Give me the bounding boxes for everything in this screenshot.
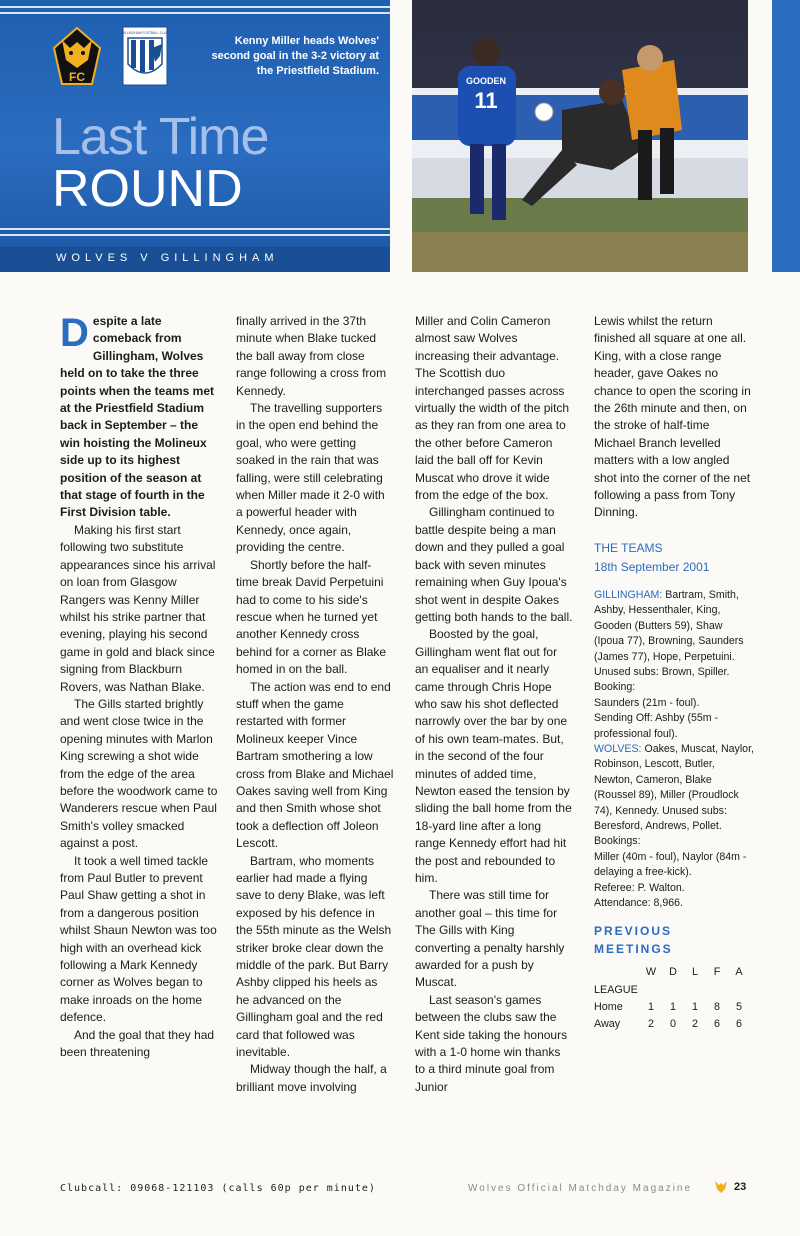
booking-label: Booking: <box>594 681 636 694</box>
divider <box>0 234 390 236</box>
gillingham-label: GILLINGHAM: <box>594 588 663 601</box>
article-paragraph: The Gills started brightly and went close twice in the opening minutes with Marlon King screwing a shot wide from the edge of the area before the woodwork came to Wanderers rescue when Paul Smith's volley smacked against a post. <box>60 696 218 851</box>
gillingham-players: Bartram, Smith, Ashby, Hessenthaler, King, Gooden (Butters 59), Shaw (Ipoua 77), Browning, Saunders (James 77), Hope, Perpetuini. Unused subs: Brown, Spiller. <box>594 588 744 678</box>
header-panel <box>0 0 390 272</box>
gillingham-lineup <box>594 588 754 680</box>
column-header: W <box>645 966 657 979</box>
page-edge <box>772 0 800 272</box>
match-date: 18th September 2001 <box>594 559 710 574</box>
article-paragraph: Miller and Colin Cameron almost saw Wolves increasing their advantage. The Scottish duo interchanged passes across virtually the width of the pitch as they ran from one area to the other before Cameron laid the ball off for Kevin Muscat who drove it wide from the edge of the box. <box>415 314 570 503</box>
wolves-label: WOLVES: <box>594 742 642 755</box>
ball <box>535 103 553 121</box>
article-paragraph: Gillingham continued to battle despite being a man down and they pulled a goal back with seven minutes remaining when Guy Ipoua's shot went in despite Oakes getting both hands to the ball. <box>415 505 573 624</box>
article-column-1 <box>60 313 218 1061</box>
wolf-head-icon <box>714 1180 728 1199</box>
column-header: A <box>735 966 743 979</box>
divider <box>0 12 390 14</box>
table-row <box>594 999 750 1016</box>
article-paragraph: The action was end to end stuff when the game restarted with former Molineux keeper Vince Bartram smothering a low cross from Blake and Michael Oakes saving well from King and then Smith whose shot took a deflection off Joleon Lescott. <box>236 679 394 851</box>
photo-caption: Kenny Miller heads Wolves' second goal in the 3-2 victory at the Priestfield Stadium. <box>211 35 379 77</box>
cell: 1 <box>669 1001 676 1014</box>
article-column-2 <box>236 313 394 1096</box>
article-column-4 <box>594 313 754 1034</box>
referee: Referee: P. Walton. <box>594 881 685 894</box>
cell: 8 <box>713 1001 720 1014</box>
article-paragraph: It took a well timed tackle from Paul Butler to prevent Paul Shaw getting a shot in from a dangerous position whilst Shaun Newton was too high with an overhead kick following a Mark Kennedy corner as Wolves began to make inroads on the home defence. <box>60 853 217 1025</box>
divider <box>0 6 390 8</box>
sendoff-text: Ashby (55m - professional foul). <box>594 712 719 740</box>
gillingham-logo <box>122 26 172 86</box>
wolves-players: Oakes, Muscat, Naylor, Robinson, Lescott, Butler, Newton, Cameron, Blake (Roussel 89), Miller (Proudlock 74), Kennedy. Unused subs: Beresford, Andrews, Pollet. <box>594 742 754 832</box>
dropcap: D <box>60 311 89 355</box>
wolves-logo <box>52 26 102 86</box>
photo-shirt-number: 11 <box>474 88 498 113</box>
previous-meetings-heading: PREVIOUS MEETINGS <box>594 924 673 956</box>
teams-heading: THE TEAMS <box>594 540 663 555</box>
article-column-3 <box>415 313 573 1096</box>
cell: 5 <box>735 1001 742 1014</box>
booking-block <box>594 680 754 711</box>
sending-off-block <box>594 711 754 742</box>
bookings-label: Bookings: <box>594 835 641 848</box>
column-header: F <box>713 966 721 979</box>
booking-text: Saunders (21m - foul). <box>594 696 700 709</box>
cell: 0 <box>669 1018 676 1031</box>
magazine-footer: Wolves Official Matchday Magazine <box>468 1183 693 1194</box>
column-header: L <box>691 966 698 979</box>
cell: 6 <box>713 1018 720 1031</box>
article-intro <box>60 313 218 522</box>
article-paragraph: Last season's games between the clubs saw the Kent side taking the honours with a 1-0 home win thanks to a third minute goal from Junior <box>415 992 568 1094</box>
divider <box>0 228 390 230</box>
clubcall-footer: Clubcall: 09068-121103 (calls 60p per minute) <box>60 1183 376 1194</box>
article-paragraph: Making his first start following two substitute appearances since his arrival on loan from Glasgow Rangers was Kenny Miller whilst his strike partner that evening, playing his second game in gold and black since signing from Blackburn Rovers, was Nathan Blake. <box>60 522 216 694</box>
article-paragraph: Shortly before the half-time break David Perpetuini had to come to his side's rescue when he turned yet another Kennedy cross behind for a corner as Blake homed in on the ball. <box>236 557 387 677</box>
previous-meetings-table <box>594 964 750 1034</box>
cell: 6 <box>735 1018 742 1031</box>
table-group-row <box>594 982 750 999</box>
bookings-block <box>594 834 754 880</box>
row-label: Away <box>594 1018 621 1031</box>
article-paragraph: Midway though the half, a brilliant move involving <box>236 1062 387 1094</box>
article-paragraph: The travelling supporters in the open end behind the goal, who were getting soaked in the rain that was falling, were still celebrating when Miller made it 2-0 with a powerful header with Kennedy, once again, providing the centre. <box>236 401 385 555</box>
cell: 1 <box>647 1001 654 1014</box>
table-row <box>594 1016 750 1033</box>
wolves-logo-text: FC <box>69 70 85 84</box>
photo-player-name: GOODEN <box>465 76 507 86</box>
column-header: D <box>669 966 677 979</box>
sendoff-label: Sending Off: <box>594 712 653 725</box>
gillingham-logo-text: GILLINGHAM FOOTBALL CLUB <box>122 31 168 35</box>
article-paragraph: Boosted by the goal, Gillingham went flat out for an equaliser and it nearly came through Chris Hope who saw his shot deflected narrowly over the bar by one of his own team-mates. But, in the second of the four minutes of added time, Newton eased the tension by sliding the ball home from the 18-yard line after a long range Kennedy effort had hit the post and rebounded to him. <box>415 627 572 885</box>
league-label: LEAGUE <box>594 983 638 996</box>
page-title-line2: ROUND <box>52 160 243 218</box>
table-header-row <box>594 964 750 981</box>
row-label: Home <box>594 1001 623 1014</box>
match-photo <box>412 0 748 272</box>
article-paragraph: Lewis whilst the return finished all square at one all. King, with a close range header, gave Oakes no chance to open the scoring in the 26th minute and then, on the stroke of half-time Michael Branch levelled matters with a low angled shot into the corner of the net following a pass from Tony Dinning. <box>594 314 751 520</box>
wolves-lineup <box>594 742 754 834</box>
page-number: 23 <box>734 1181 747 1193</box>
cell: 1 <box>691 1001 698 1014</box>
bookings-text: Miller (40m - foul), Naylor (84m - delaying a free-kick). <box>594 850 747 879</box>
cell: 2 <box>691 1018 698 1031</box>
attendance: Attendance: 8,966. <box>594 897 683 909</box>
page-title-line1: Last Time <box>52 108 269 166</box>
cell: 2 <box>647 1018 654 1031</box>
article-paragraph: And the goal that they had been threatening <box>60 1027 215 1060</box>
intro-text: espite a late comeback from Gillingham, Wolves held on to take the three points when the teams met at the Priestfield Stadium back in September – the win hoisting the Molineux side up to its highest position of the season at that stage of fourth in the First Division table. <box>60 314 215 520</box>
page-subtitle: WOLVES V GILLINGHAM <box>56 252 279 264</box>
article-paragraph: There was still time for another goal – this time for The Gills with King converting a penalty harshly awarded for a push by Muscat. <box>415 888 565 990</box>
article-paragraph: Bartram, who moments earlier had made a flying save to deny Blake, was left exposed by his defence in the 55th minute as the Welsh striker broke clear down the middle of the park. But Barry Ashby clipped his heels as he advanced on the Gillingham goal and the red card that followed was inevitable. <box>236 853 392 1060</box>
article-paragraph: finally arrived in the 37th minute when Blake tucked the ball away from close range following a cross from Kennedy. <box>236 314 387 398</box>
